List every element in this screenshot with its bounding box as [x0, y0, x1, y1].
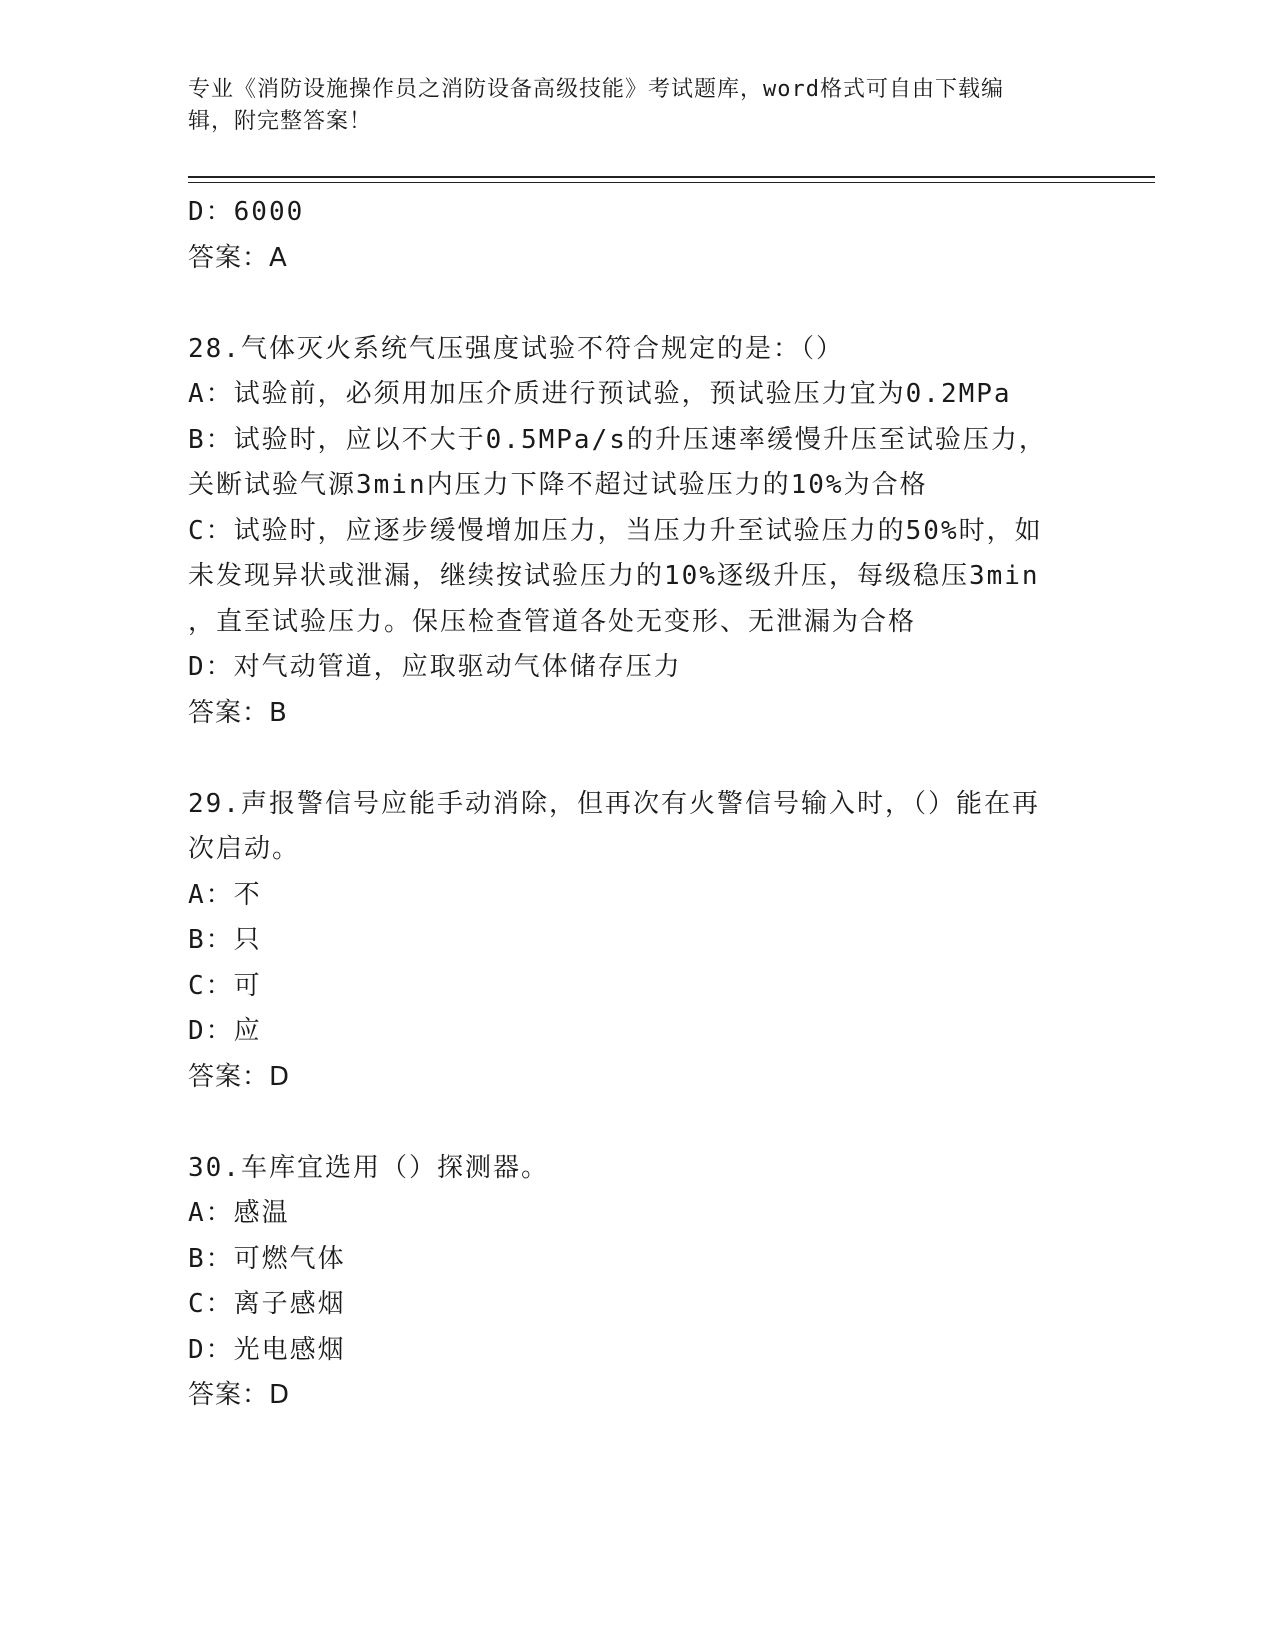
option-c: C：可 — [188, 970, 262, 1001]
header-line-2: 辑，附完整答案！ — [188, 109, 373, 134]
question-stem: 28.气体灭火系统气压强度试验不符合规定的是：（） — [188, 333, 844, 364]
question-stem: 29.声报警信号应能手动消除，但再次有火警信号输入时，（）能在再 — [188, 788, 1040, 819]
option-d: D：光电感烟 — [188, 1334, 346, 1365]
option-a: A：不 — [188, 879, 262, 910]
option-b-continued: 关断试验气源3min内压力下降不超过试验压力的10%为合格 — [188, 470, 928, 500]
previous-question-tail — [188, 190, 1088, 281]
answer: 答案：B — [188, 697, 288, 728]
answer: 答案：D — [188, 1380, 291, 1410]
option-c: C：试验时，应逐步缓慢增加压力，当压力升至试验压力的50%时，如 — [188, 515, 1043, 546]
question-list — [188, 190, 1088, 1419]
document-header — [188, 74, 1068, 138]
header-divider-thick — [188, 176, 1155, 178]
option-b: B：只 — [188, 925, 262, 955]
answer: 答案：D — [188, 1061, 291, 1092]
question-30 — [188, 1146, 1088, 1419]
option-d: D：应 — [188, 1016, 262, 1046]
question-stem-continued: 次启动。 — [188, 834, 301, 864]
option-c-continued: ，直至试验压力。保压检查管道各处无变形、无泄漏为合格 — [188, 606, 917, 637]
option-b: B：可燃气体 — [188, 1243, 346, 1274]
option-c-continued: 未发现异状或泄漏，继续按试验压力的10%逐级升压，每级稳压3min — [188, 561, 1040, 591]
question-28 — [188, 327, 1088, 737]
header-divider-thin — [188, 182, 1155, 183]
header-line-1: 专业《消防设施操作员之消防设备高级技能》考试题库，word格式可自由下载编 — [188, 77, 1004, 102]
question-29 — [188, 782, 1088, 1101]
option-d: D：6000 — [188, 197, 305, 227]
question-stem: 30.车库宜选用（）探测器。 — [188, 1152, 549, 1183]
option-b: B：试验时，应以不大于0.5MPa/s的升压速率缓慢升压至试验压力， — [188, 424, 1047, 455]
option-a: A：试验前，必须用加压介质进行预试验，预试验压力宜为0.2MPa — [188, 379, 1012, 409]
option-c: C：离子感烟 — [188, 1289, 346, 1319]
option-a: A：感温 — [188, 1198, 290, 1228]
answer: 答案：A — [188, 242, 288, 273]
option-d: D：对气动管道，应取驱动气体储存压力 — [188, 652, 682, 682]
